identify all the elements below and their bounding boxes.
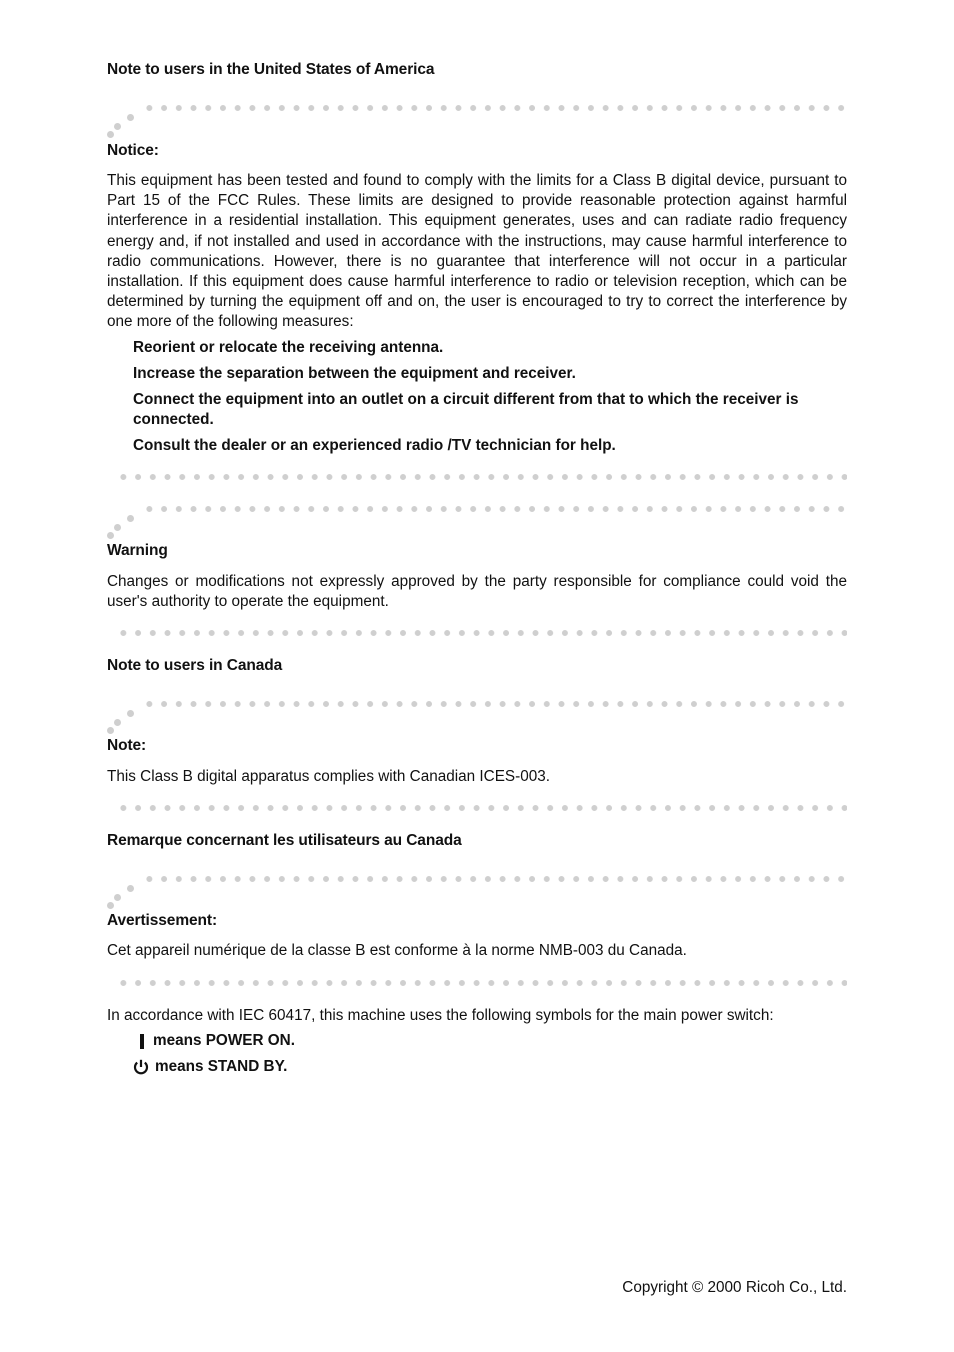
warning-body: Changes or modifications not expressly approved by the party responsible for compliance could void the user's authority to operate the equipment. bbox=[107, 573, 847, 611]
box-bottom-dotted-border bbox=[116, 473, 847, 481]
measure-item: Consult the dealer or an experienced radio /TV technician for help. bbox=[133, 437, 616, 454]
box-corner-dot bbox=[127, 885, 134, 892]
copyright-notice: Copyright © 2000 Ricoh Co., Ltd. bbox=[622, 1279, 847, 1296]
measure-item: Connect the equipment into an outlet on a circuit different from that to which the receiver is connected. bbox=[133, 391, 799, 429]
box-top-dotted-border bbox=[142, 505, 847, 513]
notice-title: Notice: bbox=[107, 142, 159, 159]
box-corner-dot bbox=[107, 131, 114, 138]
canada-section-heading: Note to users in Canada bbox=[107, 657, 283, 674]
box-corner-dot bbox=[107, 727, 114, 734]
warning-title: Warning bbox=[107, 542, 168, 559]
box-corner-dot bbox=[127, 710, 134, 717]
box-corner-dot bbox=[127, 114, 134, 121]
measure-item: Reorient or relocate the receiving antenna. bbox=[133, 339, 444, 356]
box-bottom-dotted-border bbox=[116, 979, 847, 987]
canada-note-body: This Class B digital apparatus complies with Canadian ICES-003. bbox=[107, 768, 550, 785]
canada-fr-section-heading: Remarque concernant les utilisateurs au Canada bbox=[107, 832, 462, 849]
notice-body: This equipment has been tested and found to comply with the limits for a Class B digital device, pursuant to Part 15 of the FCC Rules. These limits are designed to provide reasonable protection against harmful interference in a residential installation. This equipment generates, uses and can radiate radio frequency energy and, if not installed and used in accordance with the instructions, may cause harmful interference to radio communications. However, there is no guarantee that interference will not occur in a particular installation. If this equipment does cause harmful interference to radio or television reception, which can be determined by turning the equipment off and on, the user is encouraged to try to correct the interference by one more of the following measures: bbox=[107, 172, 847, 331]
box-top-dotted-border bbox=[142, 700, 847, 708]
power-on-row bbox=[133, 1032, 295, 1050]
box-corner-dot bbox=[114, 894, 121, 901]
box-corner-dot bbox=[107, 532, 114, 539]
canada-fr-note-body: Cet appareil numérique de la classe B est conforme à la norme NMB-003 du Canada. bbox=[107, 942, 687, 959]
standby-label: means STAND BY. bbox=[155, 1058, 288, 1075]
box-top-dotted-border bbox=[142, 104, 847, 112]
box-bottom-dotted-border bbox=[116, 804, 847, 812]
power-on-label: means POWER ON. bbox=[153, 1032, 295, 1049]
box-top-dotted-border bbox=[142, 875, 847, 883]
box-bottom-dotted-border bbox=[116, 629, 847, 637]
canada-note-title: Note: bbox=[107, 737, 147, 754]
measure-item: Increase the separation between the equipment and receiver. bbox=[133, 365, 576, 382]
standby-icon bbox=[133, 1059, 149, 1075]
box-corner-dot bbox=[127, 515, 134, 522]
power-on-icon bbox=[140, 1034, 144, 1049]
box-corner-dot bbox=[114, 123, 121, 130]
box-corner-dot bbox=[114, 719, 121, 726]
power-intro: In accordance with IEC 60417, this machine uses the following symbols for the main power switch: bbox=[107, 1007, 774, 1024]
canada-fr-note-title: Avertissement: bbox=[107, 912, 218, 929]
box-corner-dot bbox=[114, 524, 121, 531]
standby-row bbox=[133, 1058, 287, 1076]
box-corner-dot bbox=[107, 902, 114, 909]
us-section-heading: Note to users in the United States of America bbox=[107, 61, 435, 78]
